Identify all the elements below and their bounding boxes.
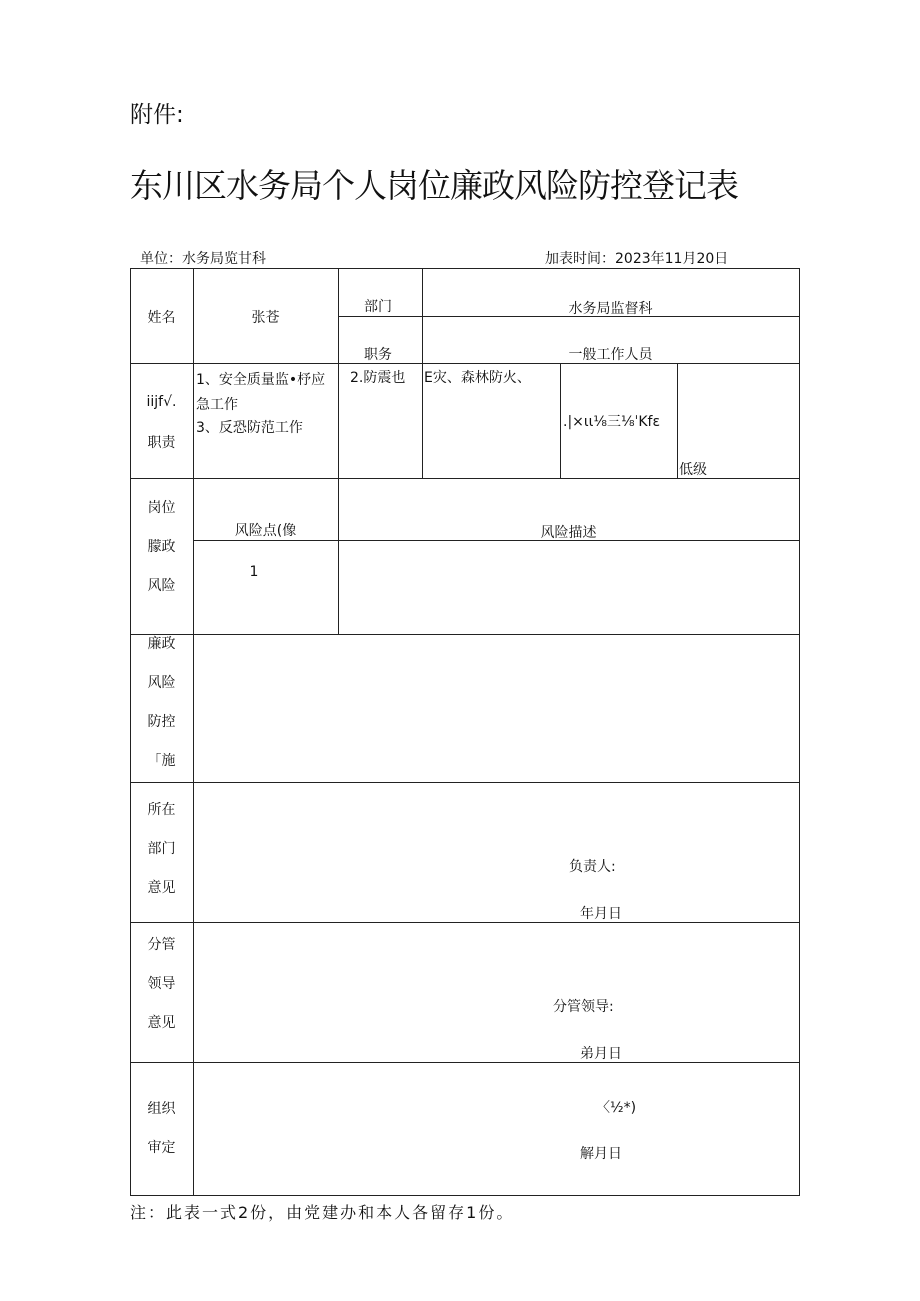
- duty-item-1-cont: 急工作: [196, 397, 238, 413]
- leader-date: 弟月日: [580, 1046, 622, 1062]
- page-title: 东川区水务局个人岗位廉政风险防控登记表: [130, 166, 738, 205]
- risk-desc-header: 风险描述: [540, 525, 597, 541]
- unit-label: 单位：水务局览甘科: [140, 251, 266, 267]
- position-label: 职务: [364, 347, 392, 363]
- dept-value: 水务局监督科: [568, 301, 653, 317]
- duty-item-2-cont: E灾、森林防火、: [424, 370, 531, 386]
- position-value: 一般工作人员: [568, 347, 653, 363]
- footer-note: 注：此表一式2份，由党建办和本人各留存1份。: [130, 1203, 515, 1222]
- name-value: 张苍: [251, 310, 280, 326]
- duty-garbled-text: .|×ιι⅛三⅛ˈKfε: [563, 414, 661, 430]
- risk-point-header: 风险点(像: [234, 523, 297, 539]
- row-label-post-risk: 岗位 朦政 风险: [147, 500, 176, 594]
- org-date: 解月日: [580, 1146, 622, 1162]
- duty-item-2: 2.防震也: [350, 370, 406, 386]
- row-label-org-review: 组织 审定: [147, 1101, 176, 1156]
- seal-text: 〈½*): [596, 1100, 637, 1116]
- duty-item-1: 1、安全质量监•杼应: [196, 372, 326, 388]
- leader-signer-label: 分管领导:: [553, 999, 614, 1015]
- duty-item-3: 3、反恐防范工作: [196, 420, 303, 436]
- row-label-prevention: 廉政 风险 防控 「施: [147, 636, 176, 769]
- row-label-dept-opinion: 所在 部门 意见: [147, 802, 176, 896]
- risk-number: 1: [249, 564, 259, 580]
- name-label: 姓名: [147, 310, 176, 326]
- attachment-label: 附件:: [130, 102, 184, 128]
- duty-label-line1: iijf√.: [146, 394, 177, 410]
- dept-date: 年月日: [580, 906, 622, 922]
- dept-signer-label: 负责人:: [569, 859, 616, 875]
- duty-label-line2: 职责: [147, 435, 176, 451]
- risk-level: 低级: [679, 462, 707, 478]
- fill-date: 加表时间：2023年11月20日: [545, 251, 729, 267]
- dept-label: 部门: [364, 299, 392, 315]
- row-label-leader-opinion: 分管 领导 意见: [147, 937, 176, 1031]
